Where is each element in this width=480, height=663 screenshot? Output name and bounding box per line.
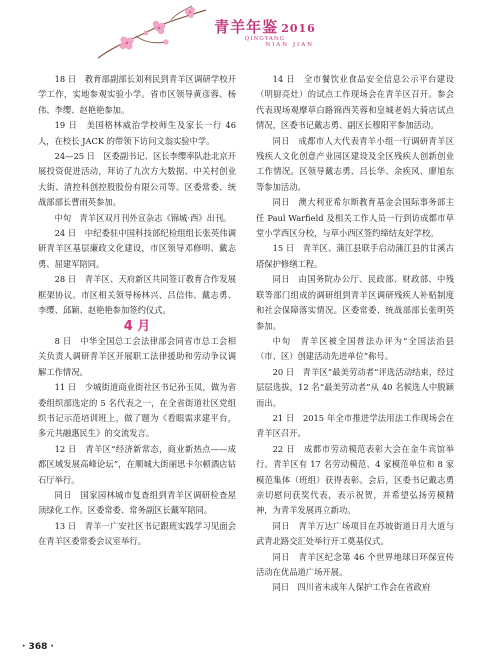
paragraph: 24 日 中纪委驻中国科技部纪检组组长张英伟调研青羊区基层廉政文化建设，市区领导邓修明、戴志勇、屈建军陪同。 xyxy=(38,228,236,269)
masthead-title: 青羊年鉴 xyxy=(214,18,279,36)
paragraph: 中旬 青羊区被全国普法办评为“全国法治县（市、区）创建活动先进单位”称号。 xyxy=(256,335,454,362)
paragraph: 中旬 青羊区双月刊外宣杂志《锦城·西》出刊。 xyxy=(54,212,232,223)
paragraph: 同日 成都市人大代表青羊小组一行调研青羊区残疾人文化创意产业园区建设及全区残疾人创新创业工作情况。区领导戴志勇、吕长华、余疾风、廖旭东等参加活动。 xyxy=(256,135,454,192)
masthead xyxy=(210,16,320,48)
paragraph: 12 日 青羊区“经济新常态，商业新热点——成都区域发展高峰论坛”，在顺城大街丽思卡尔顿酒店钻石厅举行。 xyxy=(38,443,236,485)
paragraph: 同日 国家园林城市复查组到青羊区调研检查屋顶绿化工作。区委常委、常务副区长戴军陪同。 xyxy=(38,489,236,516)
masthead-pinyin: QINGYANG xyxy=(244,36,286,42)
paragraph: 11 日 少城街道商业街社区书记孙玉凤，做为省委组织部选定的 5 名代表之一，在全省街道社区党组织书记示范培训班上，做了题为《看眼需求建平台，多元共融惠民生》的交流发言。 xyxy=(38,382,236,439)
paragraph: 同日 四川省未成年人保护工作会在省政府 xyxy=(272,582,431,593)
left-column xyxy=(38,72,236,550)
paragraph: 21 日 2015 年全市推进学法用法工作现场会在青羊区召开。 xyxy=(256,412,454,439)
right-column xyxy=(256,72,454,596)
masthead-nian-jian: NIAN JIAN xyxy=(265,42,314,48)
paragraph: 18 日 教育部副部长刘利民到青羊区调研学校开学工作，实地参观实验小学。省市区领导黄彦蓉、杨伟、李缨、赵艳艳参加。 xyxy=(38,74,236,115)
page-header xyxy=(0,0,480,64)
month-heading: 4 月 xyxy=(123,318,151,334)
paragraph: 8 日 中华全国总工会法律部会同省市总工会相关负责人调研青羊区开展职工法律援助和劳动争议调解工作情况。 xyxy=(38,335,236,377)
plum-blossom-decoration-icon xyxy=(96,0,226,62)
page-number: · 368 · xyxy=(22,642,54,652)
paragraph: 22 日 成都市劳动模范表彰大会在金牛宾馆举行。青羊区有 17 名劳动模范、4 家模范单位和 8 家模范集体（班组）获得表彰。会后，区委书记戴志勇亲切慰问获奖代表，表示祝贺，并希望弘扬劳模精神，为青羊发展再立新功。 xyxy=(256,443,454,516)
paragraph: 24—25 日 区委副书记、区长李缨率队赴北京开展投资促进活动，拜访了九次方大数据、中关村创业大街、清控科创控股股份有限公司等。区委常委、统战部部长曹雨英参加。 xyxy=(38,151,236,208)
paragraph: 同日 青羊区纪念第 46 个世界地球日环保宣传活动在优品道广场开展。 xyxy=(256,551,454,577)
paragraph: 14 日 全市餐饮业食品安全信息公示平台建设（明厨亮灶）的试点工作现场会在青羊区召开。参会代表现场观摩草白路锦西芙蓉和皇城老妈大骑店试点情况，区委书记戴志勇、副区长穆阳平参加活动。 xyxy=(256,74,454,131)
paragraph: 20 日 青羊区“最美劳动者”评选活动结束，经过层层选拔，12 名“最美劳动者”从 40 名候选人中脱颖而出。 xyxy=(256,366,454,408)
paragraph: 同日 由国务院办公厅、民政部、财政部、中残联等部门组成的调研组到青羊区调研残疾人补贴制度和社会保障落实情况。区委常委、统战部部长张明英参加。 xyxy=(256,274,454,331)
paragraph: 13 日 青羊一广安社区书记跟班实践学习见面会在青羊区委常委会议室举行。 xyxy=(38,520,236,547)
paragraph: 19 日 美国格林威治学校师生及家长一行 46 人，在校长 JACK 的带领下访问文翁实验中学。 xyxy=(38,120,236,146)
paragraph: 15 日 青羊区、蒲江县联手启动蒲江县的甘溪古塔保护修缮工程。 xyxy=(256,243,454,269)
masthead-year: 2016 xyxy=(281,22,316,35)
paragraph: 同日 青羊万达广场项目在苏坡街道日月大道与武青北路交汇处举行开工奠基仪式。 xyxy=(256,520,454,547)
paragraph: 同日 澳大利亚希尔斯教育基金会国际事务部主任 Paul Warfield 及相关工作人员一行到访成都市草堂小学西区分校，与草小西区签约缔结友好学校。 xyxy=(256,197,454,239)
paragraph: 28 日 青羊区、天府新区共同签订教育合作发展框架协议。市区相关领导杨林兴、吕信伟、戴志勇、李缨、邱颖、赵艳艳参加签约仪式。 xyxy=(38,274,236,316)
